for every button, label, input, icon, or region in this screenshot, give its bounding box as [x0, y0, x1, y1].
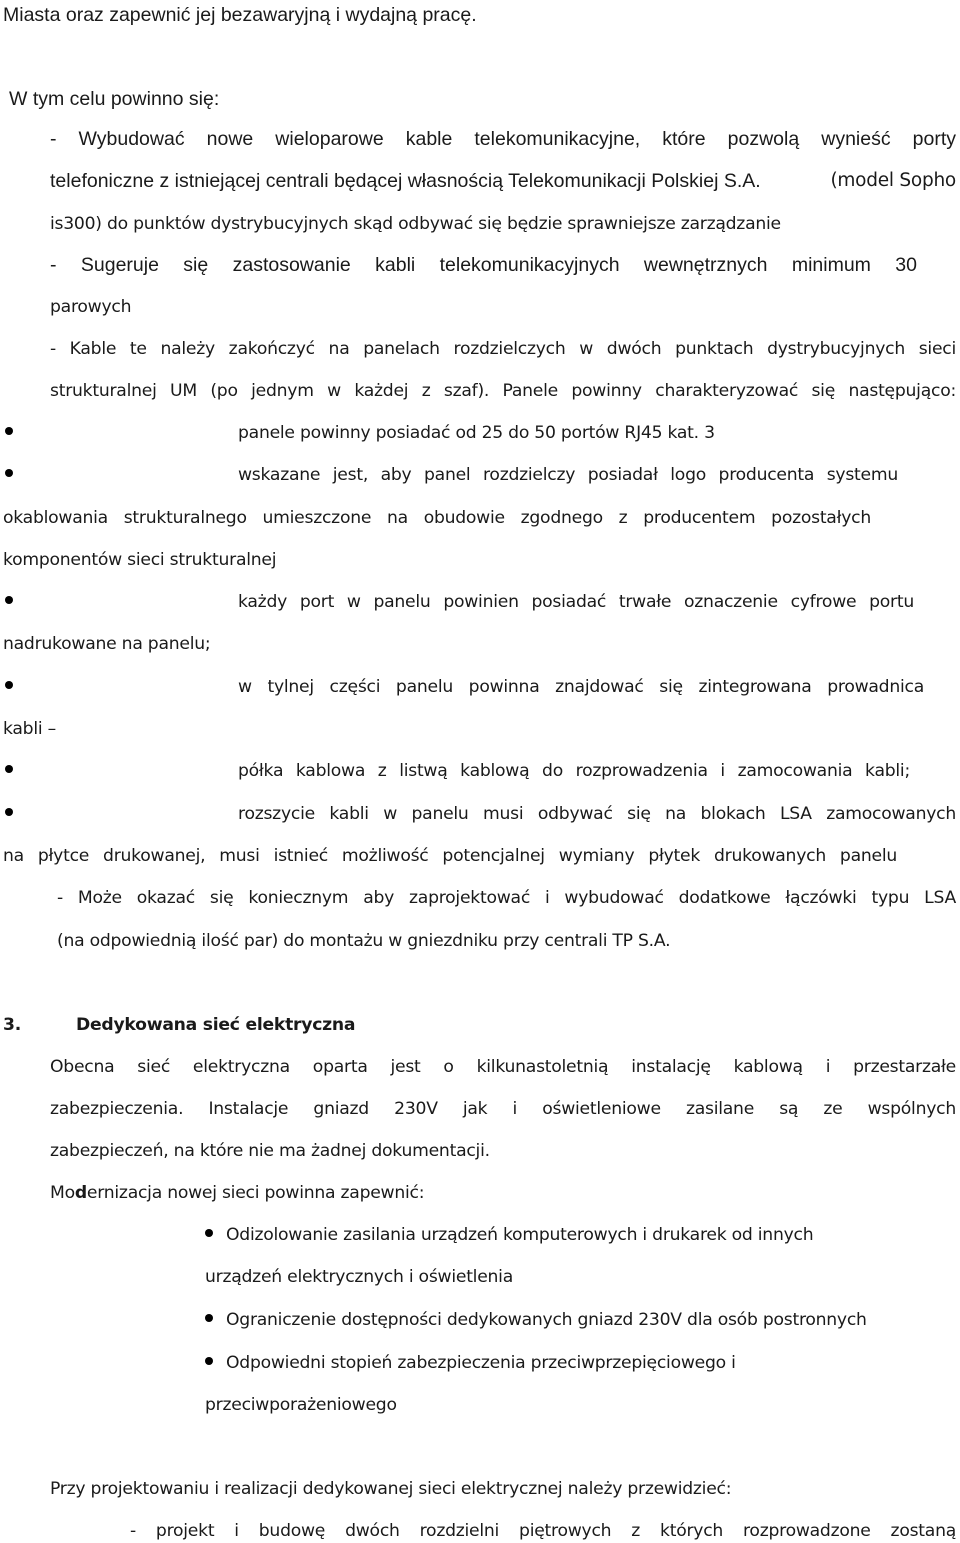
bullet-icon: [205, 1229, 213, 1237]
paragraph-line: [50, 1181, 424, 1205]
list-item: półka kablowa z listwą kablową do rozprowadzenia i zamocowania kabli;: [238, 761, 910, 781]
paragraph-line: Przy projektowaniu i realizacji dedykowanej sieci elektrycznej należy przewidzieć:: [50, 1479, 732, 1499]
list-item: - projekt i budowę dwóch rozdzielni piętrowych z których rozprowadzone zostaną: [130, 1521, 956, 1541]
bullet-icon: [5, 469, 13, 477]
text-line: kabli –: [3, 719, 56, 739]
list-item-continuation: urządzeń elektrycznych i oświetlenia: [205, 1267, 513, 1287]
list-item-continuation: przeciwporażeniowego: [205, 1395, 397, 1415]
list-item: panele powinny posiadać od 25 do 50 portów RJ45 kat. 3: [238, 423, 715, 443]
text-line: strukturalnej UM (po jednym w każdej z szaf). Panele powinny charakteryzować się następująco:: [50, 381, 956, 401]
text-segment: telefoniczne z istniejącej centrali będącej własnością Telekomunikacji Polskiej S.A.: [50, 170, 761, 192]
paragraph-line: zabezpieczenia. Instalacje gniazd 230V jak i oświetleniowe zasilane są ze wspólnych: [50, 1099, 956, 1119]
section-title: Dedykowana sieć elektryczna: [76, 1015, 356, 1035]
text-line: na płytce drukowanej, musi istnieć możliwość potencjalnej wymiany płytek drukowanych panelu: [3, 846, 897, 866]
bullet-icon: [205, 1357, 213, 1365]
section-number: 3.: [3, 1015, 21, 1035]
bullet-icon: [5, 765, 13, 773]
text-line: is300) do punktów dystrybucyjnych skąd odbywać się będzie sprawniejsze zarządzanie: [50, 214, 781, 234]
list-item: Ograniczenie dostępności dedykowanych gniazd 230V dla osób postronnych: [226, 1310, 867, 1330]
text-line: (na odpowiednią ilość par) do montażu w gniezdniku przy centrali TP S.A.: [57, 931, 671, 951]
text-line: Miasta oraz zapewnić jej bezawaryjną i wydajną pracę.: [3, 4, 477, 26]
bullet-icon: [5, 808, 13, 816]
list-item: każdy port w panelu powinien posiadać trwałe oznaczenie cyfrowe portu: [238, 592, 914, 612]
text-line: nadrukowane na panelu;: [3, 634, 211, 654]
list-item: w tylnej części panelu powinna znajdować się zintegrowana prowadnica: [238, 677, 924, 697]
text-line: okablowania strukturalnego umieszczone na obudowie zgodnego z producentem pozostałych: [3, 508, 871, 528]
list-item: - Sugeruje się zastosowanie kabli telekomunikacyjnych wewnętrznych minimum 30: [50, 254, 917, 276]
text-line: [50, 169, 956, 194]
list-item: wskazane jest, aby panel rozdzielczy posiadał logo producenta systemu: [238, 465, 898, 485]
text-line: komponentów sieci strukturalnej: [3, 550, 277, 570]
text-line: W tym celu powinno się:: [9, 88, 220, 110]
bullet-icon: [205, 1314, 213, 1322]
text-segment: Mo: [50, 1183, 75, 1203]
paragraph-line: Obecna sieć elektryczna oparta jest o kilkunastoletnią instalację kablową i przestarzałe: [50, 1057, 956, 1077]
bullet-icon: [5, 596, 13, 604]
list-item: Odizolowanie zasilania urządzeń komputerowych i drukarek od innych: [226, 1225, 814, 1245]
paragraph-line: zabezpieczeń, na które nie ma żadnej dokumentacji.: [50, 1141, 490, 1161]
text-segment: d: [74, 1183, 87, 1203]
list-item: Odpowiedni stopień zabezpieczenia przeciwprzepięciowego i: [226, 1353, 736, 1373]
list-item: - Może okazać się koniecznym aby zaprojektować i wybudować dodatkowe łączówki typu LSA: [57, 888, 956, 908]
list-item: rozszycie kabli w panelu musi odbywać się na blokach LSA zamocowanych: [238, 804, 956, 824]
text-segment: (model Sopho: [830, 170, 956, 191]
text-segment: ernizacja nowej sieci powinna zapewnić:: [86, 1183, 425, 1203]
text-line: parowych: [50, 297, 132, 317]
bullet-icon: [5, 681, 13, 689]
list-item: - Wybudować nowe wieloparowe kable telekomunikacyjne, które pozwolą wynieść porty: [50, 128, 956, 150]
bullet-icon: [5, 427, 13, 435]
list-item: - Kable te należy zakończyć na panelach rozdzielczych w dwóch punktach dystrybucyjnych sieci: [50, 339, 956, 359]
